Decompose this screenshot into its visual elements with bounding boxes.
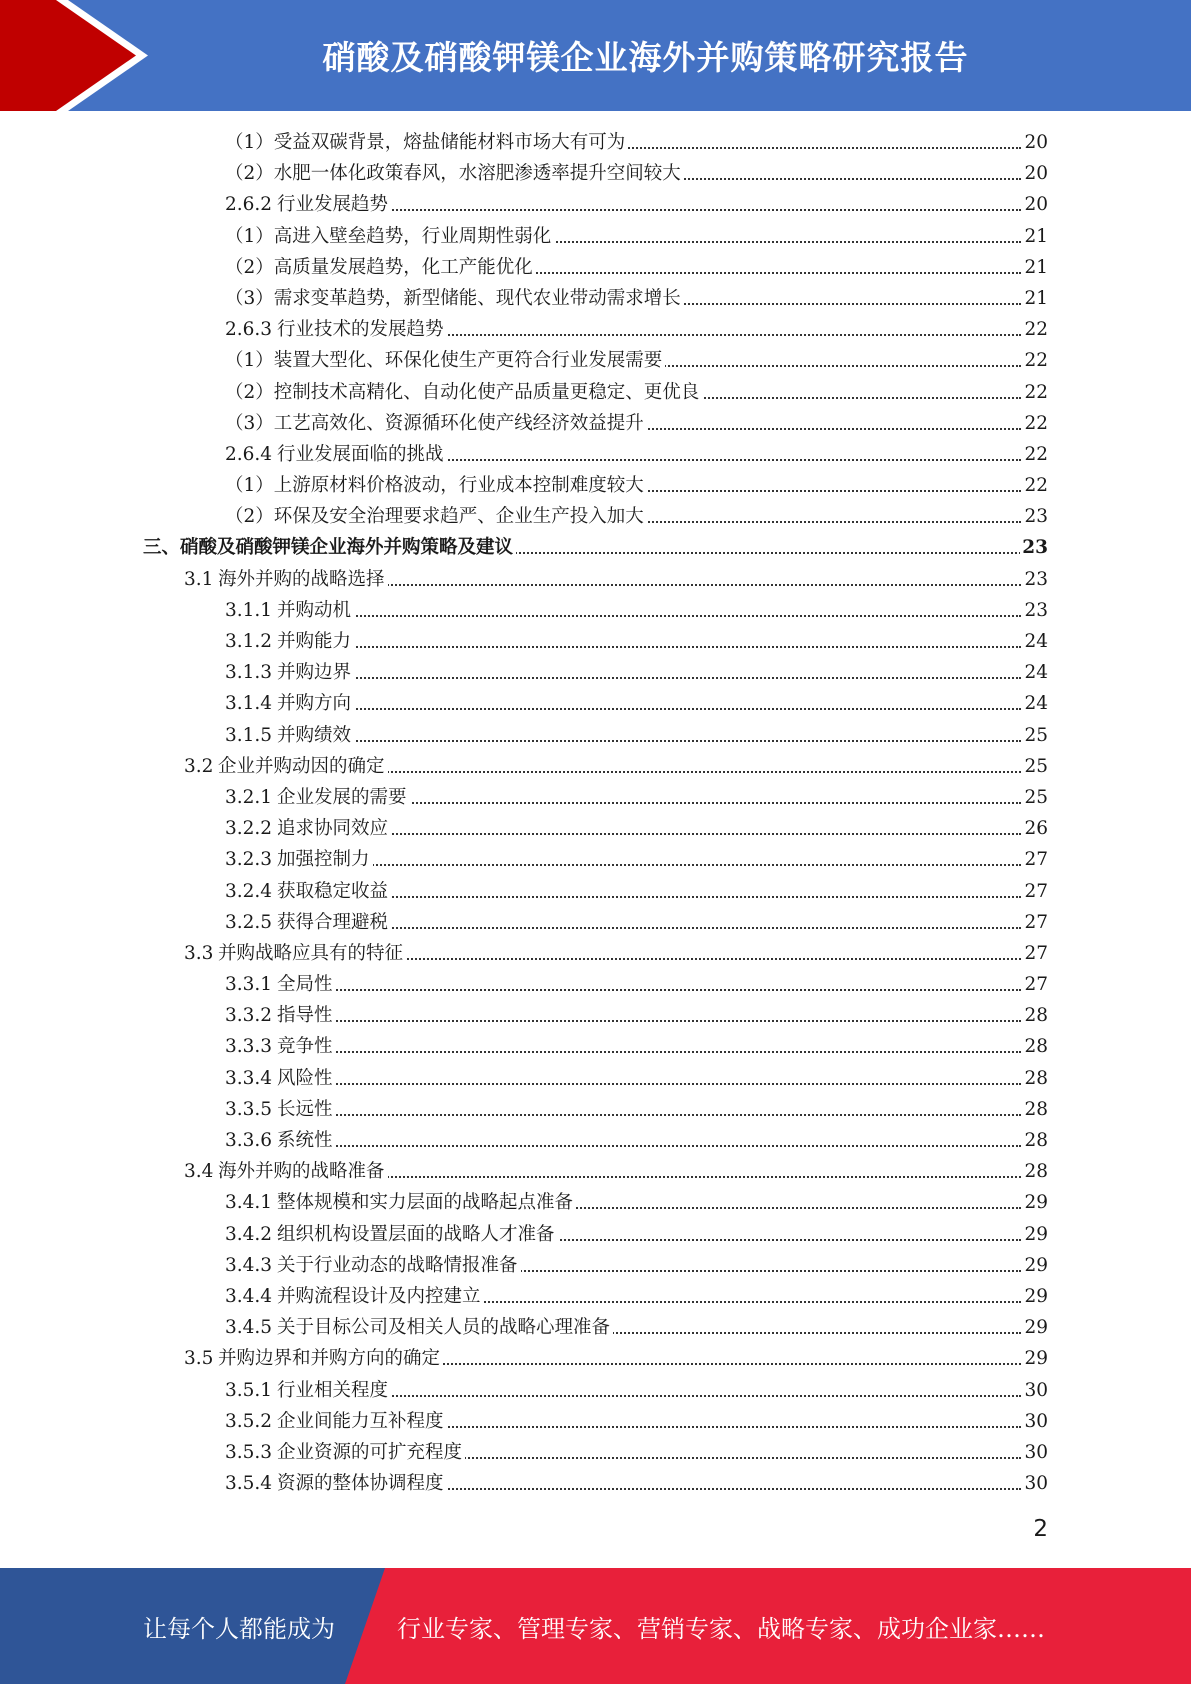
toc-entry-number: 3.3.3 (225, 1036, 273, 1058)
toc-entry[interactable] (0, 1156, 1191, 1187)
toc-entry-title (225, 1312, 613, 1343)
toc-entry-page: 22 (1022, 408, 1048, 439)
toc-entry[interactable] (0, 876, 1191, 907)
toc-entry-page: 29 (1022, 1343, 1048, 1374)
toc-entry[interactable] (0, 1437, 1191, 1468)
toc-entry[interactable] (0, 813, 1191, 844)
toc-entry[interactable] (0, 377, 1191, 408)
toc-entry-number: 3.3 (184, 942, 214, 964)
toc-dot-leader (225, 1114, 1021, 1116)
toc-entry-label: 组织机构设置层面的战略人才准备 (277, 1223, 555, 1245)
toc-entry-page: 20 (1022, 127, 1048, 158)
toc-entry-page: 24 (1022, 657, 1048, 688)
toc-entry-number: 3.3.1 (225, 974, 273, 996)
toc-entry-title (184, 751, 388, 782)
toc-entry-number: 3.4.4 (225, 1285, 273, 1307)
toc-entry-title (225, 127, 628, 158)
toc-entry-title (225, 1281, 484, 1312)
toc-entry[interactable] (0, 751, 1191, 782)
toc-entry-label: （2）控制技术高精化、自动化使产品质量更稳定、更优良 (225, 381, 700, 403)
toc-entry-page: 28 (1022, 1063, 1048, 1094)
toc-entry-number: 3.1.2 (225, 631, 273, 652)
toc-entry-number: 2.6.2 (225, 194, 273, 216)
toc-entry-page: 30 (1022, 1437, 1048, 1468)
toc-entry-number: 2.6.4 (225, 443, 273, 465)
table-of-contents (0, 127, 1191, 1499)
toc-entry-label: 风险性 (277, 1067, 333, 1089)
toc-entry-label: 并购绩效 (277, 724, 352, 746)
toc-entry-label: （2）水肥一体化政策春风，水溶肥渗透率提升空间较大 (225, 163, 681, 185)
toc-entry-page: 27 (1022, 938, 1048, 969)
toc-entry-page: 22 (1022, 377, 1048, 408)
toc-entry-label: 系统性 (277, 1130, 333, 1151)
toc-entry-page: 29 (1022, 1250, 1048, 1281)
toc-entry-page: 24 (1022, 688, 1048, 719)
toc-entry[interactable] (0, 189, 1191, 220)
toc-dot-leader (225, 1145, 1021, 1147)
toc-entry-page: 29 (1022, 1312, 1048, 1343)
toc-entry[interactable] (0, 345, 1191, 376)
toc-entry-title (225, 408, 647, 439)
toc-entry-page: 28 (1022, 1125, 1048, 1156)
toc-entry-label: 并购边界 (277, 662, 352, 684)
toc-entry-label: （1）上游原材料价格波动，行业成本控制难度较大 (225, 475, 644, 497)
report-title: 硝酸及硝酸钾镁企业海外并购策略研究报告 (322, 38, 969, 77)
report-header (0, 0, 1191, 111)
toc-entry-label: （2）环保及安全治理要求趋严、企业生产投入加大 (225, 506, 644, 528)
toc-entry-title (225, 1000, 336, 1031)
toc-entry-label: 并购动机 (277, 599, 352, 621)
toc-entry[interactable] (0, 1343, 1191, 1374)
toc-entry-title (225, 1219, 558, 1250)
toc-entry-label: 并购战略应具有的特征 (218, 942, 404, 964)
toc-entry[interactable] (0, 688, 1191, 719)
toc-entry-label: 全局性 (277, 974, 333, 996)
toc-entry-page: 27 (1022, 844, 1048, 875)
toc-entry[interactable] (0, 314, 1191, 345)
toc-entry-label: 追求协同效应 (277, 818, 389, 840)
toc-entry-label: 整体规模和实力层面的战略起点准备 (277, 1192, 574, 1214)
toc-entry-title (225, 626, 354, 657)
toc-entry-page: 21 (1022, 252, 1048, 283)
toc-entry-number: 3.3.4 (225, 1067, 273, 1089)
toc-entry-title (225, 221, 554, 252)
toc-entry-title (225, 189, 391, 220)
toc-entry-label: 长远性 (277, 1098, 333, 1120)
toc-entry-title (225, 158, 684, 189)
toc-entry[interactable] (0, 470, 1191, 501)
toc-entry[interactable] (0, 782, 1191, 813)
toc-entry-label: 关于行业动态的战略情报准备 (277, 1254, 518, 1276)
toc-entry-label: （1）装置大型化、环保化使生产更符合行业发展需要 (225, 350, 663, 372)
toc-entry-page: 30 (1022, 1406, 1048, 1437)
footer-slogan-left: 让每个人都能成为 (143, 1614, 335, 1643)
toc-entry-title (225, 470, 647, 501)
toc-entry[interactable] (0, 439, 1191, 470)
toc-entry[interactable] (0, 1281, 1191, 1312)
toc-entry-label: 竞争性 (277, 1036, 333, 1058)
toc-entry-number: 3.1.5 (225, 724, 273, 746)
toc-entry-title (225, 1094, 336, 1125)
toc-entry-title (225, 1406, 447, 1437)
toc-entry[interactable] (0, 1125, 1191, 1156)
toc-entry-label: 并购边界和并购方向的确定 (218, 1348, 441, 1370)
toc-entry[interactable] (0, 844, 1191, 875)
toc-entry-page: 30 (1022, 1468, 1048, 1499)
toc-entry-page: 27 (1022, 969, 1048, 1000)
toc-entry-title (225, 252, 536, 283)
toc-entry[interactable] (0, 501, 1191, 532)
toc-entry[interactable] (0, 1219, 1191, 1250)
toc-entry-title (225, 1125, 336, 1156)
toc-entry-title (225, 969, 336, 1000)
toc-entry-label: 行业相关程度 (277, 1379, 389, 1401)
toc-entry[interactable] (0, 1312, 1191, 1343)
toc-entry[interactable] (0, 938, 1191, 969)
toc-entry-page: 21 (1022, 283, 1048, 314)
toc-entry-label: （1）受益双碳背景，熔盐储能材料市场大有可为 (225, 132, 626, 153)
toc-entry-page: 28 (1022, 1000, 1048, 1031)
toc-entry-page: 25 (1022, 751, 1048, 782)
toc-entry-label: 并购流程设计及内控建立 (277, 1285, 481, 1307)
toc-entry-title (225, 501, 647, 532)
toc-entry-page: 23 (1022, 595, 1048, 626)
toc-entry-number: 3.2.2 (225, 818, 273, 840)
toc-entry-number: 3.5.1 (225, 1379, 273, 1401)
toc-entry-page: 22 (1022, 345, 1048, 376)
toc-entry-label: 行业技术的发展趋势 (277, 319, 444, 341)
toc-entry-number: 2.6.3 (225, 319, 273, 341)
toc-entry-page: 22 (1022, 314, 1048, 345)
toc-entry-page: 22 (1022, 470, 1048, 501)
footer-slogan-right: 行业专家、管理专家、营销专家、战略专家、成功企业家…… (397, 1614, 1045, 1643)
toc-entry-page: 30 (1022, 1375, 1048, 1406)
toc-entry[interactable] (0, 1375, 1191, 1406)
toc-entry[interactable] (0, 158, 1191, 189)
toc-entry-label: 行业发展面临的挑战 (277, 443, 444, 465)
toc-entry[interactable] (0, 252, 1191, 283)
toc-entry-title (225, 595, 354, 626)
toc-entry-page: 29 (1022, 1281, 1048, 1312)
toc-entry-number: 3.2 (184, 755, 214, 777)
toc-entry-number: 3.4.1 (225, 1192, 273, 1214)
toc-entry-number: 3.3.6 (225, 1130, 273, 1151)
toc-entry-number: 3.4.3 (225, 1254, 273, 1276)
toc-entry-label: 企业间能力互补程度 (277, 1410, 444, 1432)
toc-entry-page: 24 (1022, 626, 1048, 657)
toc-entry-page: 29 (1022, 1187, 1048, 1218)
toc-entry[interactable] (0, 1000, 1191, 1031)
toc-entry-number: 3.3.2 (225, 1005, 273, 1027)
toc-entry[interactable] (0, 532, 1191, 563)
toc-entry-title (225, 657, 354, 688)
toc-entry[interactable] (0, 1468, 1191, 1499)
toc-entry-title (225, 1187, 576, 1218)
toc-entry-label: 加强控制力 (277, 849, 370, 871)
toc-entry-title (225, 813, 391, 844)
toc-entry-label: 获取稳定收益 (277, 880, 389, 902)
toc-entry-title (225, 1063, 336, 1094)
toc-entry-page: 27 (1022, 907, 1048, 938)
toc-entry-number: 3.5.2 (225, 1410, 273, 1432)
toc-entry[interactable] (0, 907, 1191, 938)
footer-banner (0, 1568, 1191, 1684)
toc-entry-label: 获得合理避税 (277, 911, 389, 933)
toc-entry-title (225, 345, 665, 376)
toc-entry[interactable] (0, 969, 1191, 1000)
toc-dot-leader (225, 1020, 1021, 1022)
toc-entry-number: 3.2.1 (225, 786, 273, 808)
toc-entry-label: 指导性 (277, 1005, 333, 1027)
toc-entry-label: 关于目标公司及相关人员的战略心理准备 (277, 1317, 611, 1339)
page-number: 2 (1033, 1516, 1048, 1542)
toc-entry-page: 20 (1022, 158, 1048, 189)
toc-entry-number: 3.1 (184, 568, 214, 590)
toc-entry-label: 企业并购动因的确定 (218, 755, 385, 777)
toc-entry-label: 企业发展的需要 (277, 786, 407, 808)
toc-entry-label: 三、硝酸及硝酸钾镁企业海外并购策略及建议 (143, 537, 514, 559)
toc-entry-title (225, 1468, 447, 1499)
toc-entry-number: 3.5 (184, 1348, 214, 1370)
toc-entry-title (225, 1250, 521, 1281)
toc-dot-leader (225, 1051, 1021, 1053)
toc-entry-page: 27 (1022, 876, 1048, 907)
toc-entry-number: 3.5.3 (225, 1441, 273, 1463)
toc-entry[interactable] (0, 626, 1191, 657)
toc-entry-page: 21 (1022, 221, 1048, 252)
toc-entry[interactable] (0, 1063, 1191, 1094)
toc-entry-page: 23 (1020, 532, 1048, 563)
toc-entry-page: 26 (1022, 813, 1048, 844)
toc-entry-number: 3.2.4 (225, 880, 273, 902)
toc-entry-label: （2）高质量发展趋势，化工产能优化 (225, 256, 533, 278)
toc-entry-number: 3.1.1 (225, 599, 273, 621)
toc-entry[interactable] (0, 1250, 1191, 1281)
toc-entry[interactable] (0, 408, 1191, 439)
toc-entry-title (184, 1343, 443, 1374)
toc-entry-label: 企业资源的可扩充程度 (277, 1441, 463, 1463)
toc-entry-label: 并购方向 (277, 693, 352, 715)
toc-entry-title (225, 907, 391, 938)
toc-entry-title (225, 844, 373, 875)
toc-entry-page: 25 (1022, 782, 1048, 813)
toc-entry-number: 3.2.3 (225, 849, 273, 871)
toc-entry-title (225, 283, 684, 314)
toc-entry-label: 资源的整体协调程度 (277, 1473, 444, 1495)
toc-entry[interactable] (0, 1094, 1191, 1125)
toc-entry-page: 20 (1022, 189, 1048, 220)
toc-entry-label: 行业发展趋势 (277, 194, 389, 216)
toc-entry-label: （1）高进入壁垒趋势，行业周期性弱化 (225, 225, 552, 247)
toc-dot-leader (225, 989, 1021, 991)
toc-entry-title (225, 1437, 465, 1468)
toc-entry-number: 3.3.5 (225, 1098, 273, 1120)
toc-entry[interactable] (0, 1031, 1191, 1062)
toc-entry-page: 28 (1022, 1031, 1048, 1062)
toc-entry-number: 3.4.5 (225, 1317, 273, 1339)
toc-entry-number: 3.5.4 (225, 1473, 273, 1495)
toc-entry-number: 3.1.3 (225, 662, 273, 684)
toc-entry-number: 3.4.2 (225, 1223, 273, 1245)
toc-entry-title (143, 532, 516, 563)
toc-entry-page: 28 (1022, 1094, 1048, 1125)
toc-entry-title (184, 564, 388, 595)
header-chevron-decoration (0, 0, 160, 111)
toc-entry-number: 3.4 (184, 1161, 214, 1183)
toc-entry-title (225, 782, 410, 813)
toc-entry-label: 并购能力 (277, 631, 352, 652)
toc-entry-page: 22 (1022, 439, 1048, 470)
toc-entry-label: （3）需求变革趋势，新型储能、现代农业带动需求增长 (225, 287, 681, 309)
toc-entry-title (184, 1156, 388, 1187)
toc-entry[interactable] (0, 283, 1191, 314)
toc-entry-number: 3.1.4 (225, 693, 273, 715)
toc-entry-number: 3.2.5 (225, 911, 273, 933)
toc-entry[interactable] (0, 127, 1191, 158)
toc-entry[interactable] (0, 720, 1191, 751)
toc-entry[interactable] (0, 595, 1191, 626)
toc-entry-page: 25 (1022, 720, 1048, 751)
toc-entry-page: 23 (1022, 564, 1048, 595)
toc-entry-title (225, 876, 391, 907)
toc-entry-title (225, 720, 354, 751)
toc-entry-page: 28 (1022, 1156, 1048, 1187)
toc-entry[interactable] (0, 564, 1191, 595)
toc-entry-page: 29 (1022, 1219, 1048, 1250)
toc-dot-leader (225, 1083, 1021, 1085)
toc-entry-title (225, 439, 447, 470)
toc-entry[interactable] (0, 221, 1191, 252)
toc-entry-title (225, 314, 447, 345)
toc-entry-label: 海外并购的战略准备 (218, 1161, 385, 1183)
toc-entry-title (225, 1031, 336, 1062)
toc-entry-label: （3）工艺高效化、资源循环化使产线经济效益提升 (225, 412, 644, 434)
toc-entry-title (184, 938, 406, 969)
toc-entry-title (225, 1375, 391, 1406)
toc-entry-label: 海外并购的战略选择 (218, 568, 385, 590)
toc-entry-title (225, 377, 702, 408)
toc-entry[interactable] (0, 1187, 1191, 1218)
toc-entry[interactable] (0, 657, 1191, 688)
toc-entry-title (225, 688, 354, 719)
toc-entry[interactable] (0, 1406, 1191, 1437)
toc-entry-page: 23 (1022, 501, 1048, 532)
